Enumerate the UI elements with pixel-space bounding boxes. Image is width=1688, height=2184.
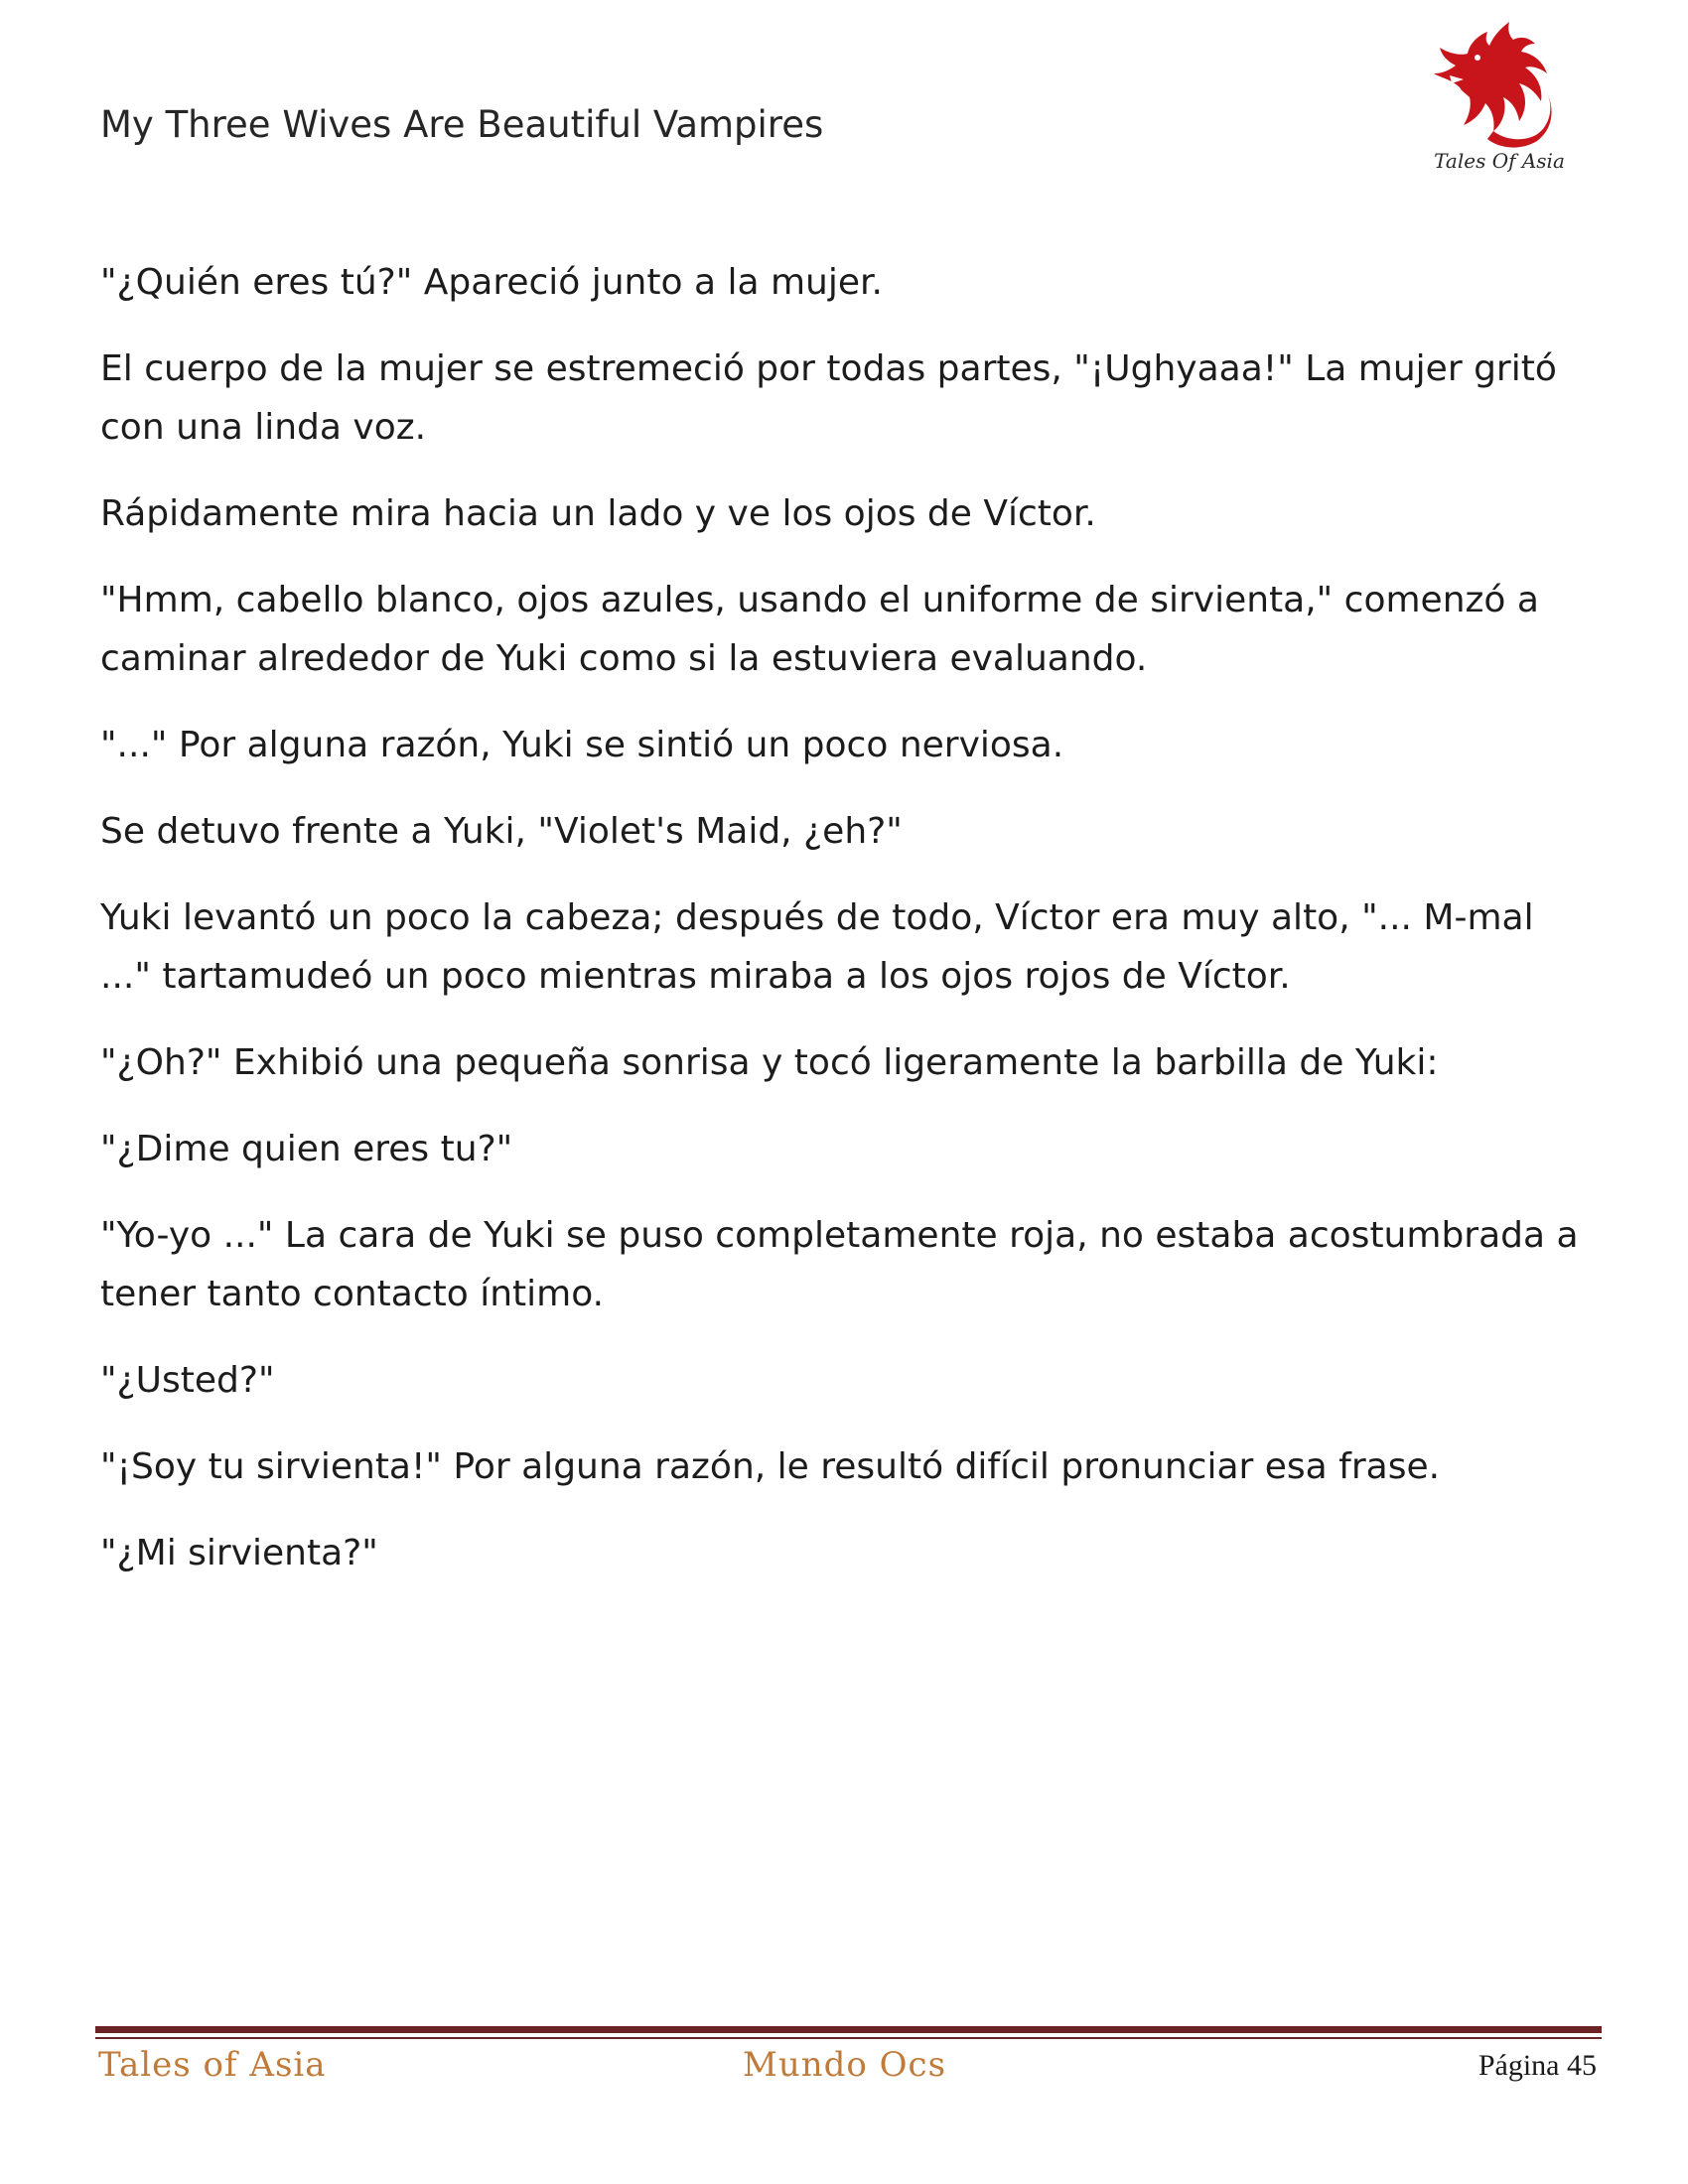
- paragraph: "Yo-yo ..." La cara de Yuki se puso completamente roja, no estaba acostumbrada a tener tanto contacto íntimo.: [100, 1215, 1579, 1314]
- document-title: My Three Wives Are Beautiful Vampires: [100, 103, 824, 146]
- paragraph: "¿Oh?" Exhibió una pequeña sonrisa y tocó ligeramente la barbilla de Yuki:: [100, 1042, 1439, 1083]
- dragon-icon: [1430, 18, 1569, 152]
- paragraph: "¿Dime quien eres tu?": [100, 1129, 513, 1169]
- footer-center-label: Mundo Ocs: [743, 2045, 947, 2085]
- page-number: Página 45: [1477, 2049, 1597, 2082]
- paragraph: "¡Soy tu sirvienta!" Por alguna razón, le resultó difícil pronunciar esa frase.: [100, 1446, 1441, 1487]
- paragraph: El cuerpo de la mujer se estremeció por todas partes, "¡Ughyaaa!" La mujer gritó con una linda voz.: [100, 348, 1557, 448]
- paragraph: "..." Por alguna razón, Yuki se sintió un poco nerviosa.: [100, 725, 1064, 765]
- paragraph: Rápidamente mira hacia un lado y ve los ojos de Víctor.: [100, 493, 1096, 534]
- body-text: [100, 253, 1590, 1610]
- logo-text: Tales Of Asia: [1434, 149, 1565, 173]
- paragraph: "¿Quién eres tú?" Apareció junto a la mujer.: [100, 262, 883, 303]
- paragraph: "Hmm, cabello blanco, ojos azules, usando el uniforme de sirvienta," comenzó a caminar alrededor de Yuki como si la estuviera evaluando.: [100, 580, 1539, 679]
- paragraph: "¿Mi sirvienta?": [100, 1533, 378, 1573]
- paragraph: Se detuvo frente a Yuki, "Violet's Maid, ¿eh?": [100, 811, 903, 852]
- footer-rule: [95, 2026, 1602, 2033]
- footer-publisher: Tales of Asia: [98, 2045, 327, 2085]
- tales-of-asia-logo: [1430, 18, 1569, 182]
- paragraph: "¿Usted?": [100, 1360, 275, 1401]
- footer-rule-thin: [95, 2037, 1602, 2039]
- paragraph: Yuki levantó un poco la cabeza; después de todo, Víctor era muy alto, "... M-mal ..." tartamudeó un poco mientras miraba a los ojos rojos de Víctor.: [100, 897, 1534, 997]
